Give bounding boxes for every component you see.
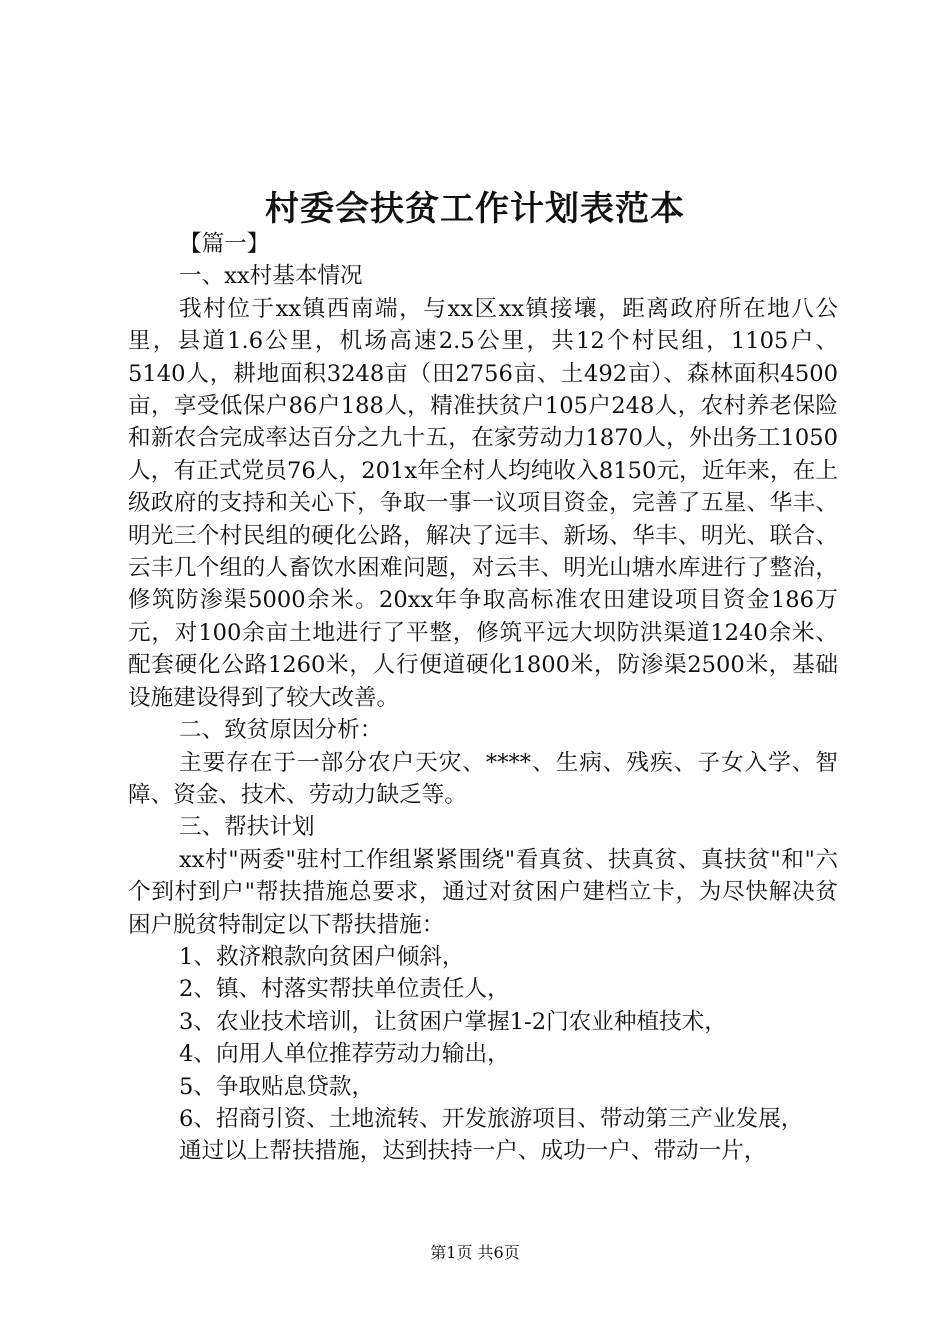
list-item: 3、农业技术培训，让贫困户掌握1-2门农业种植技术，: [179, 1008, 727, 1035]
heading-basic-situation: 一、xx村基本情况: [179, 263, 363, 290]
section-label: 【篇一】: [179, 231, 270, 257]
paragraph-conclusion: 通过以上帮扶措施，达到扶持一户、成功一户、带动一片，: [179, 1138, 767, 1165]
list-item: 5、争取贴息贷款，: [179, 1073, 375, 1100]
list-item: 1、救济粮款向贫困户倾斜，: [179, 943, 465, 970]
heading-assistance-plan: 三、帮扶计划: [179, 814, 315, 841]
paragraph-assistance-plan: xx村"两委"驻村工作组紧紧围绕"看真贫、扶真贫、真扶贫"和"六个到村到户"帮扶措施总要求，通过对贫困户建档立卡，为尽快解决贫困户脱贫特制定以下帮扶措施：: [128, 846, 838, 938]
list-item: 4、向用人单位推荐劳动力输出，: [179, 1041, 510, 1068]
paragraph-poverty-causes: 主要存在于一部分农户天灾、****、生病、残疾、子女入学、智障、资金、技术、劳动力缺乏等。: [128, 749, 838, 808]
document-title: 村委会扶贫工作计划表范本: [265, 189, 685, 229]
paragraph-basic-situation: 我村位于xx镇西南端，与xx区xx镇接壤，距离政府所在地八公里，县道1.6公里，机场高速2.5公里，共12个村民组，1105户、5140人，耕地面积3248亩（田2756亩、土492亩）、森林面积4500亩，享受低保户86户188人，精准扶贫户105户248人，农村养老保险和新农合完成率达百分之九十五，在家劳动力1870人，外出务工1050人，有正式党员76人，201x年全村人均纯收入8150元，近年来，在上级政府的支持和关心下，争取一事一议项目资金，完善了五星、华丰、明光三个村民组的硬化公路，解决了远丰、新场、华丰、明光、联合、云丰几个组的人畜饮水困难问题，对云丰、明光山塘水库进行了整治，修筑防渗渠5000余米。20xx年争取高标准农田建设项目资金186万元，对100余亩土地进行了平整，修筑平远大坝防洪渠道1240余米、配套硬化公路1260米，人行便道硬化1800米，防渗渠2500米，基础设施建设得到了较大改善。: [128, 295, 838, 711]
heading-poverty-causes: 二、致贫原因分析：: [179, 717, 383, 744]
document-body: [128, 228, 838, 1168]
page-footer: 第1页 共6页: [430, 1243, 520, 1262]
list-item: 2、镇、村落实帮扶单位责任人，: [179, 976, 510, 1003]
list-item: 6、招商引资、土地流转、开发旅游项目、带动第三产业发展，: [179, 1105, 804, 1132]
